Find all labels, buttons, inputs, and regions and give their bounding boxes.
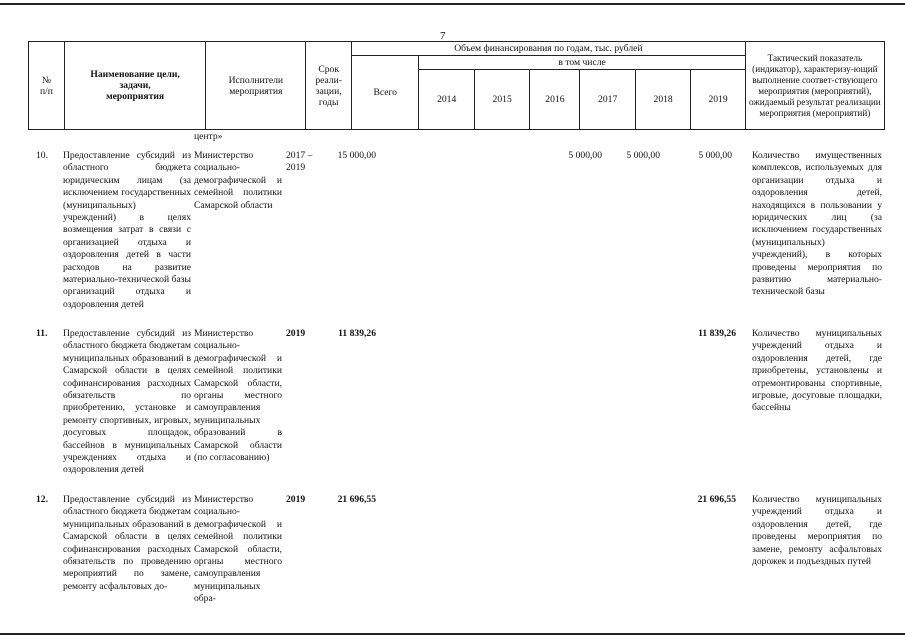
header-funding: Объем финансирования по годам, тыс. рублей	[352, 42, 746, 56]
header-year-2016: 2016	[530, 70, 580, 130]
header-term: Срок реали- зации, годы	[306, 42, 352, 130]
row-executors: Министерство социально-демографической и семейной политики Самарской области, органы местного самоуправления муниципальных обра-	[194, 494, 282, 605]
header-num: № п/п	[29, 42, 65, 130]
row-number: 11.	[36, 328, 48, 339]
row-2019: 21 696,55	[697, 494, 736, 505]
row-name: Предоставление субсидий из областного бюджета бюджетам муниципальных образований в Самарской области в целях софинансирования расходных обязательств по проведению мероприятий по замене, ремонту асфальтовых до-	[63, 494, 191, 592]
row-executors: Министерство социально-демографической и семейной политики Самарской области	[194, 150, 282, 211]
row-name: Предоставление субсидий из областного бюджета бюджетам муниципальных образований в Самарской области в целях софинансирования расходных обязательств по приобретению, установке и ремонту спортивных, игровых, досуговых площадок, бассейнов в муниципальных учреждениях отдыха и оздоровления детей	[63, 328, 191, 476]
row-2017: 5 000,00	[568, 150, 602, 161]
row-total: 15 000,00	[337, 150, 376, 161]
continuation-text: центр»	[194, 131, 223, 142]
row-total: 11 839,26	[338, 328, 376, 339]
row-2019: 11 839,26	[698, 328, 736, 339]
table-header	[28, 41, 885, 130]
row-total: 21 696,55	[337, 494, 376, 505]
header-year-2017: 2017	[580, 70, 635, 130]
row-indicator: Количество имущественных комплексов, используемых для организации отдыха и оздоровления детей, находящихся в пользовании у юридических лиц (за исключением государственных (муниципальных) учреждений), в которых проведены мероприятия по развитию материально-технической базы	[752, 150, 882, 298]
header-year-2019: 2019	[691, 70, 745, 130]
row-number: 12.	[36, 494, 48, 505]
top-border-line	[0, 3, 905, 5]
page-number: 7	[440, 30, 446, 42]
header-total: Всего	[352, 56, 419, 130]
row-term: 2019	[286, 328, 306, 339]
header-indicator: Тактический показатель (индикатор), характеризу-ющий выполнение соответ-ствующего мероприятия (мероприятий), ожидаемый результат реализации мероприятия (мероприятий)	[745, 42, 884, 130]
header-year-2014: 2014	[419, 70, 474, 130]
row-number: 10.	[36, 150, 48, 161]
row-2018: 5 000,00	[626, 150, 660, 161]
row-executors: Министерство социально-демографической и семейной политики Самарской области, органы местного самоуправления муниципальных образований в Самарской области (по согласованию)	[194, 328, 282, 464]
header-executors: Исполнители мероприятия	[206, 42, 306, 130]
bottom-border-line	[0, 633, 905, 635]
row-indicator: Количество муниципальных учреждений отдыха и оздоровления детей, где приобретены, установлены и отремонтированы спортивные, игровые, досуговые площадки, бассейны	[752, 328, 882, 414]
header-year-2015: 2015	[474, 70, 529, 130]
row-name: Предоставление субсидий из областного бюджета юридическим лицам (за исключением государственных (муниципальных) учреждений) в целях возмещения затрат в связи с организацией отдыха и оздоровления детей в части расходов на развитие материально-технической базы организаций отдыха и оздоровления детей	[63, 150, 191, 310]
row-2019: 5 000,00	[698, 150, 732, 161]
row-indicator: Количество муниципальных учреждений отдыха и оздоровления детей, где проведены мероприятия по замене, ремонту асфальтовых дорожек и подъездных путей	[752, 494, 882, 568]
header-name: Наименование цели, задачи, мероприятия	[64, 42, 205, 130]
header-including: в том числе	[419, 56, 745, 70]
header-year-2018: 2018	[635, 70, 690, 130]
row-term: 2017 – 2019	[286, 150, 313, 174]
row-term: 2019	[286, 494, 306, 505]
